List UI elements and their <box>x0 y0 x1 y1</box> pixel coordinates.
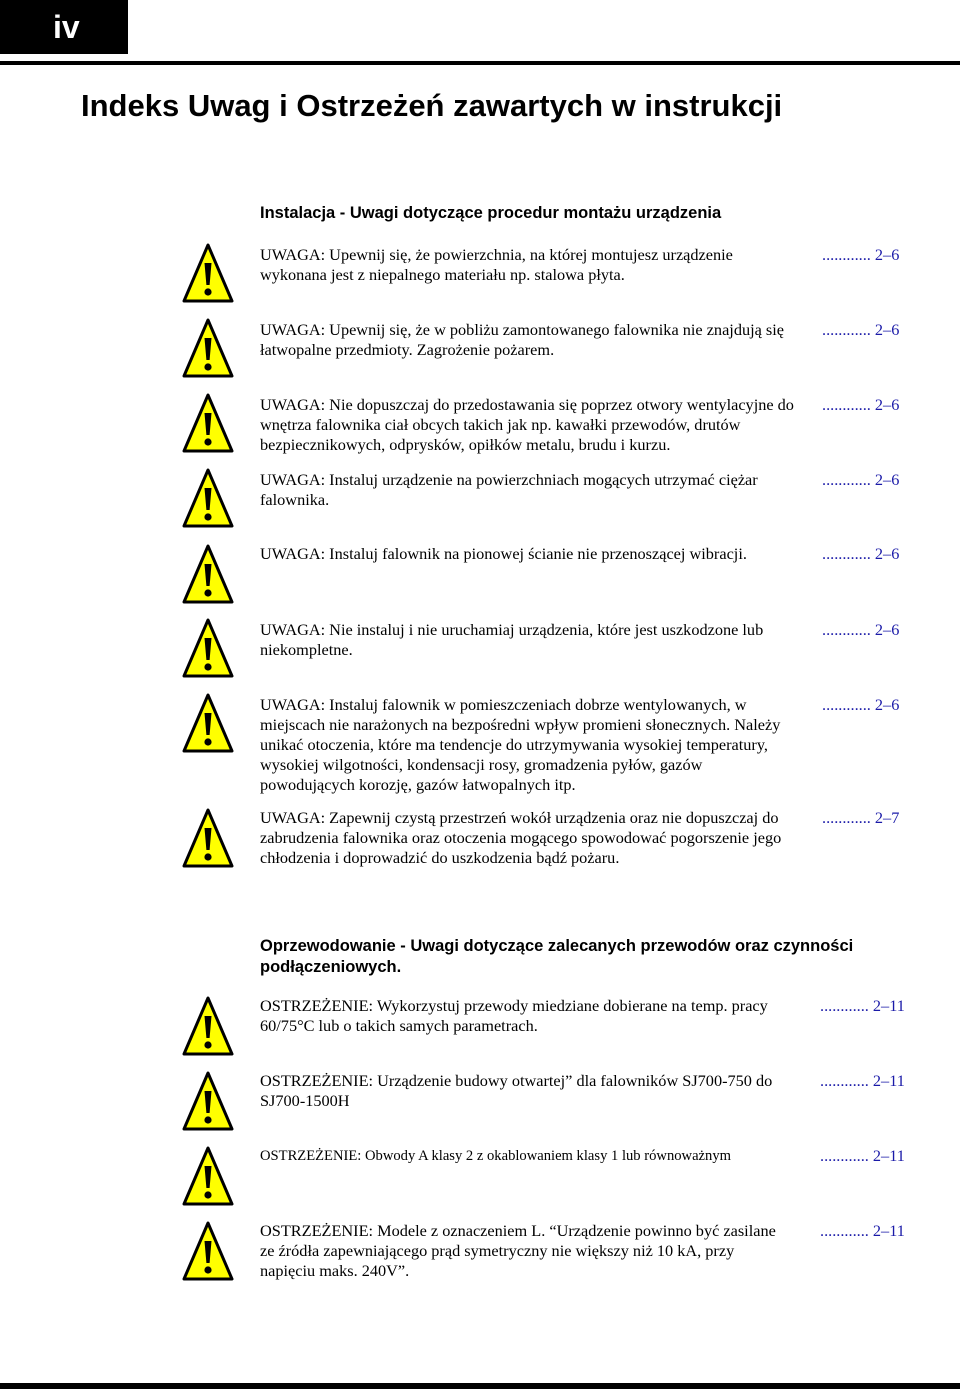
notice-text: OSTRZEŻENIE: Wykorzystuj przewody miedziane dobierane na temp. pracy 60/75°C lub o takich samych parametrach. <box>260 996 768 1035</box>
page-reference[interactable]: ............ 2–11 <box>820 1221 905 1240</box>
warning-triangle-icon <box>182 808 234 868</box>
notice-text: UWAGA: Instaluj falownik na pionowej ścianie nie przenoszącej wibracji. <box>260 544 747 563</box>
section-heading-installation: Instalacja - Uwagi dotyczące procedur montażu urządzenia <box>260 204 722 222</box>
page-reference[interactable]: ............ 2–11 <box>820 1071 905 1090</box>
page-reference[interactable]: ............ 2–6 <box>822 320 900 339</box>
warning-triangle-icon <box>182 544 234 604</box>
page-reference[interactable]: ............ 2–6 <box>822 470 900 489</box>
warning-triangle-icon <box>182 618 234 678</box>
notice-text: OSTRZEŻENIE: Modele z oznaczeniem L. “Urządzenie powinno być zasilane ze źródła zapewniającego prąd symetryczny nie większy niż 10 kA, przy napięciu maks. 240V”. <box>260 1221 776 1280</box>
warning-triangle-icon <box>182 468 234 528</box>
warning-triangle-icon <box>182 318 234 378</box>
page-number-tab: iv <box>0 0 128 54</box>
page-reference[interactable]: ............ 2–6 <box>822 395 900 414</box>
notice-text: UWAGA: Upewnij się, że powierzchnia, na której montujesz urządzenie wykonana jest z niepalnego materiału np. stalowa płyta. <box>260 245 733 284</box>
notice-text: OSTRZEŻENIE: Obwody A klasy 2 z okablowaniem klasy 1 lub równoważnym <box>260 1148 731 1164</box>
warning-triangle-icon <box>182 693 234 753</box>
page-reference[interactable]: ............ 2–7 <box>822 808 900 827</box>
page-reference[interactable]: ............ 2–6 <box>822 544 900 563</box>
notice-text: UWAGA: Nie instaluj i nie uruchamiaj urządzenia, które jest uszkodzone lub niekompletne. <box>260 620 764 659</box>
notice-text: OSTRZEŻENIE: Urządzenie budowy otwartej” dla falowników SJ700-750 do SJ700-1500H <box>260 1071 773 1110</box>
warning-triangle-icon <box>182 1221 234 1281</box>
notice-text: UWAGA: Instaluj urządzenie na powierzchniach mogących utrzymać ciężar falownika. <box>260 470 758 509</box>
warning-triangle-icon <box>182 1146 234 1206</box>
warning-triangle-icon <box>182 996 234 1056</box>
page-reference[interactable]: ............ 2–6 <box>822 620 900 639</box>
page-title: Indeks Uwag i Ostrzeżeń zawartych w instrukcji <box>81 88 783 123</box>
page-reference[interactable]: ............ 2–6 <box>822 245 900 264</box>
page-reference[interactable]: ............ 2–11 <box>820 1146 905 1165</box>
notice-text: UWAGA: Instaluj falownik w pomieszczeniach dobrze wentylowanych, w miejscach nie narażonych na bezpośredni wpływ promieni słonecznych. Należy unikać otoczenia, które ma tendencje do utrzymywania wysokiej temperatury, wysokiej wilgotności, kondensacji rosy, gromadzenia pyłów, gazów powodujących korozję, gazów łatwopalnych itp. <box>260 695 781 794</box>
notice-text: UWAGA: Upewnij się, że w pobliżu zamontowanego falownika nie znajdują się łatwopalne przedmioty. Zagrożenie pożarem. <box>260 320 785 359</box>
page-reference[interactable]: ............ 2–6 <box>822 695 900 714</box>
warning-triangle-icon <box>182 393 234 453</box>
section-heading-wiring: Oprzewodowanie - Uwagi dotyczące zalecanych przewodów oraz czynności podłączeniowych. <box>260 937 854 976</box>
notice-text: UWAGA: Nie dopuszczaj do przedostawania się poprzez otwory wentylacyjne do wnętrza falownika ciał obcych takich jak np. kawałki przewodów, drutów bezpiecznikowych, odprysków, opiłków metalu, brudu i kurzu. <box>260 395 794 454</box>
warning-triangle-icon <box>182 243 234 303</box>
warning-triangle-icon <box>182 1071 234 1131</box>
notice-text: UWAGA: Zapewnij czystą przestrzeń wokół urządzenia oraz nie dopuszczaj do zabrudzenia falownika oraz otoczenia mogącego spowodować pogorszenie jego chłodzenia i doprowadzić do uszkodzenia bądź pożaru. <box>260 808 782 867</box>
bottom-divider <box>0 1383 960 1389</box>
top-divider <box>0 61 960 65</box>
page-reference[interactable]: ............ 2–11 <box>820 996 905 1015</box>
